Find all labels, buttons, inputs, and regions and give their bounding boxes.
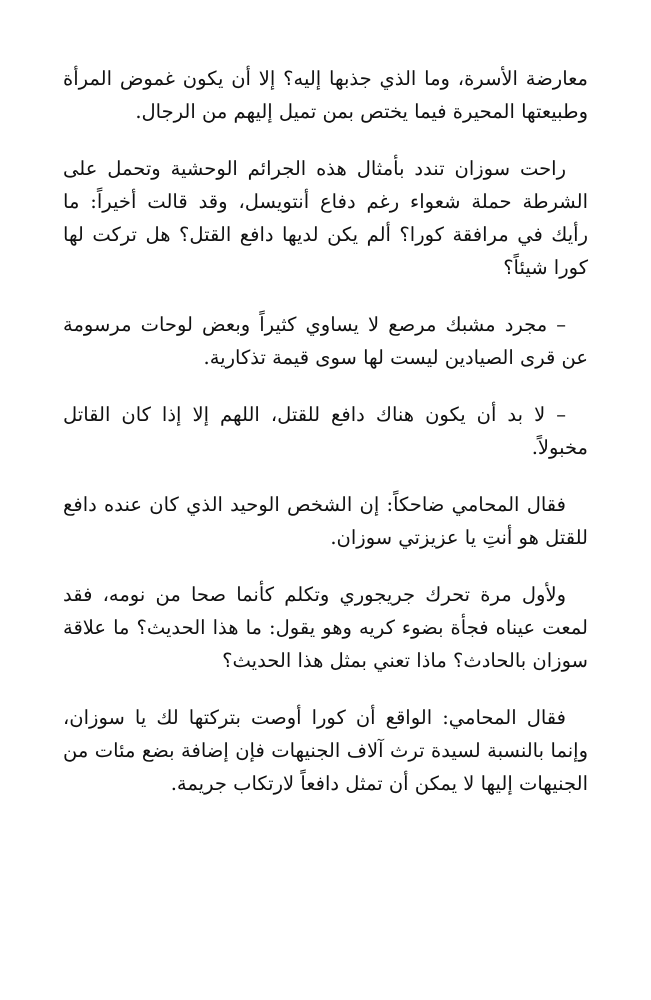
paragraph-7: فقال المحامي: الواقع أن كورا أوصت بتركتها لك يا سوزان، وإنما بالنسبة لسيدة ترث آلاف الجنيهات فإن إضافة بضع مئات من الجنيهات إليها لا يمكن أن تمثل دافعاً لارتكاب جريمة. (63, 706, 588, 795)
paragraph-6: ولأول مرة تحرك جريجوري وتكلم كأنما صحا من نومه، فقد لمعت عيناه فجأة بضوء كريه وهو يقول: ما هذا الحديث؟ ما علاقة سوزان بالحادث؟ ماذا تعني بمثل هذا الحديث؟ (63, 583, 588, 672)
paragraph-1: معارضة الأسرة، وما الذي جذبها إليه؟ إلا أن يكون غموض المرأة وطبيعتها المحيرة فيما يختص بمن تميل إليهم من الرجال. (63, 67, 588, 123)
paragraph-5: فقال المحامي ضاحكاً: إن الشخص الوحيد الذي كان عنده دافع للقتل هو أنتِ يا عزيزتي سوزان. (63, 493, 588, 549)
paragraph-2: راحت سوزان تندد بأمثال هذه الجرائم الوحشية وتحمل على الشرطة حملة شعواء رغم دفاع أنتويسل، وقد قالت أخيراً: ما رأيك في مرافقة كورا؟ ألم يكن لديها دافع القتل؟ هل تركت لها كورا شيئاً؟ (63, 157, 588, 279)
paragraph-3: – مجرد مشبك مرصع لا يساوي كثيراً وبعض لوحات مرسومة عن قرى الصيادين ليست لها سوى قيمة تذكارية. (63, 313, 588, 369)
paragraph-4: – لا بد أن يكون هناك دافع للقتل، اللهم إلا إذا كان القاتل مخبولاً. (63, 403, 588, 459)
